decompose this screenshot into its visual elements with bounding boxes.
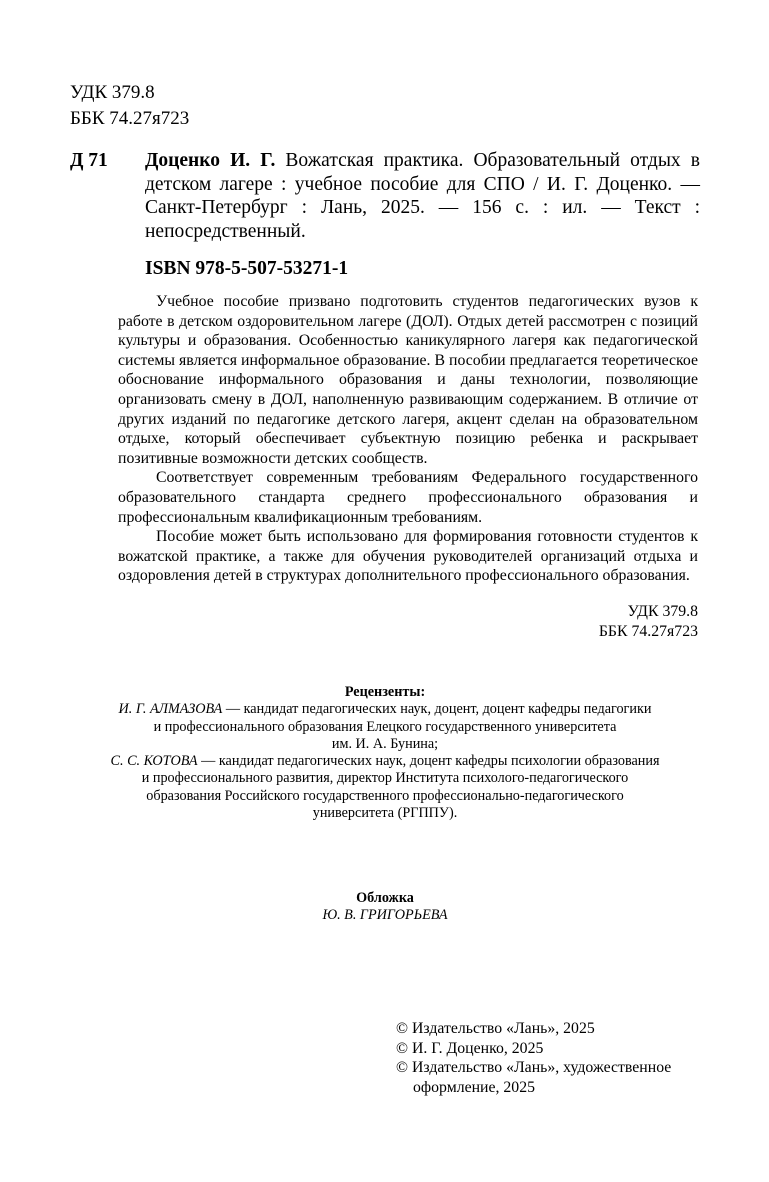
reviewer-1-text: — кандидат педагогических наук, доцент, доцент кафедры педагогики (222, 701, 652, 718)
classification-codes-right (599, 602, 698, 642)
bbk-code-right: ББК 74.27я723 (598, 623, 698, 640)
copyright-line: © Издательство «Лань», художественное (396, 1059, 672, 1076)
bbk-code: ББК 74.27я723 (70, 108, 190, 129)
entry-author: Доценко И. Г. (145, 150, 276, 171)
reviewer-2-line: университета (РГППУ). (312, 805, 458, 822)
annotation-paragraph: Пособие может быть использовано для формирования готовности студентов к вожатской практике, а также для обучения руководителей организаций отдыха и оздоровления детей в структурах дополнительного профессионального образования. (118, 528, 698, 585)
copyright-line: оформление, 2025 (413, 1078, 535, 1096)
reviewers-block (100, 684, 670, 822)
annotation-paragraph: Соответствует современным требованиям Федерального государственного образовательного стандарта среднего профессионального образования и профессиональным квалификационным требованиям. (118, 469, 698, 526)
annotation (118, 292, 698, 586)
isbn: ISBN 978-5-507-53271-1 (145, 258, 349, 279)
entry-description-block (145, 149, 700, 243)
annotation-paragraph: Учебное пособие призвано подготовить студентов педагогических вузов к работе в детском оздоровительном лагере (ДОЛ). Отдых детей рассмотрен с позиций культуры и образования. Особенностью каникулярного лагеря как педагогической системы является информальное образование. В пособии предлагается теоретическое обоснование информального образования и даны технологии, позволяющие организовать смену в ДОЛ, наполненную развивающим содержанием. В отличие от других изданий по педагогике детского лагеря, акцент сделан на образовательном отдыхе, который обеспечивает субъектную позицию ребенка и раскрывает позитивные возможности детских сообществ. (118, 293, 698, 467)
copyright-block (396, 1019, 671, 1097)
copyright-line: © И. Г. Доценко, 2025 (396, 1039, 544, 1057)
reviewer-1-line: им. И. А. Бунина; (331, 735, 439, 752)
reviewer-1 (100, 701, 670, 718)
udk-code-right: УДК 379.8 (627, 603, 698, 620)
udk-code: УДК 379.8 (70, 82, 155, 103)
reviewer-2 (100, 753, 670, 770)
reviewer-2-text: — кандидат педагогических наук, доцент кафедры психологии образования (197, 753, 660, 770)
reviewer-1-name: И. Г. АЛМАЗОВА (118, 701, 223, 718)
reviewer-1-line: и профессионального образования Елецкого государственного университета (153, 718, 617, 735)
cover-heading: Обложка (356, 890, 414, 906)
copyright-line: © Издательство «Лань», 2025 (396, 1020, 595, 1037)
cover-credit (280, 890, 490, 925)
cover-designer: Ю. В. ГРИГОРЬЕВА (322, 907, 448, 924)
reviewer-2-line: образования Российского государственного профессионально-педагогического (146, 787, 624, 804)
author-mark: Д 71 (70, 150, 108, 171)
entry-description: Вожатская практика. Образовательный отдых в детском лагере : учебное пособие для СПО / И. Г. Доценко. — Санкт-Петербург : Лань, 2025. — 156 с. : ил. — Текст : непосредственный. (145, 150, 700, 242)
classification-codes (70, 80, 189, 132)
reviewer-2-name: С. С. КОТОВА (110, 753, 198, 770)
bibliographic-entry (70, 149, 700, 243)
reviewers-heading: Рецензенты: (344, 684, 426, 700)
reviewer-2-line: и профессионального развития, директор Института психолого-педагогического (141, 770, 629, 787)
